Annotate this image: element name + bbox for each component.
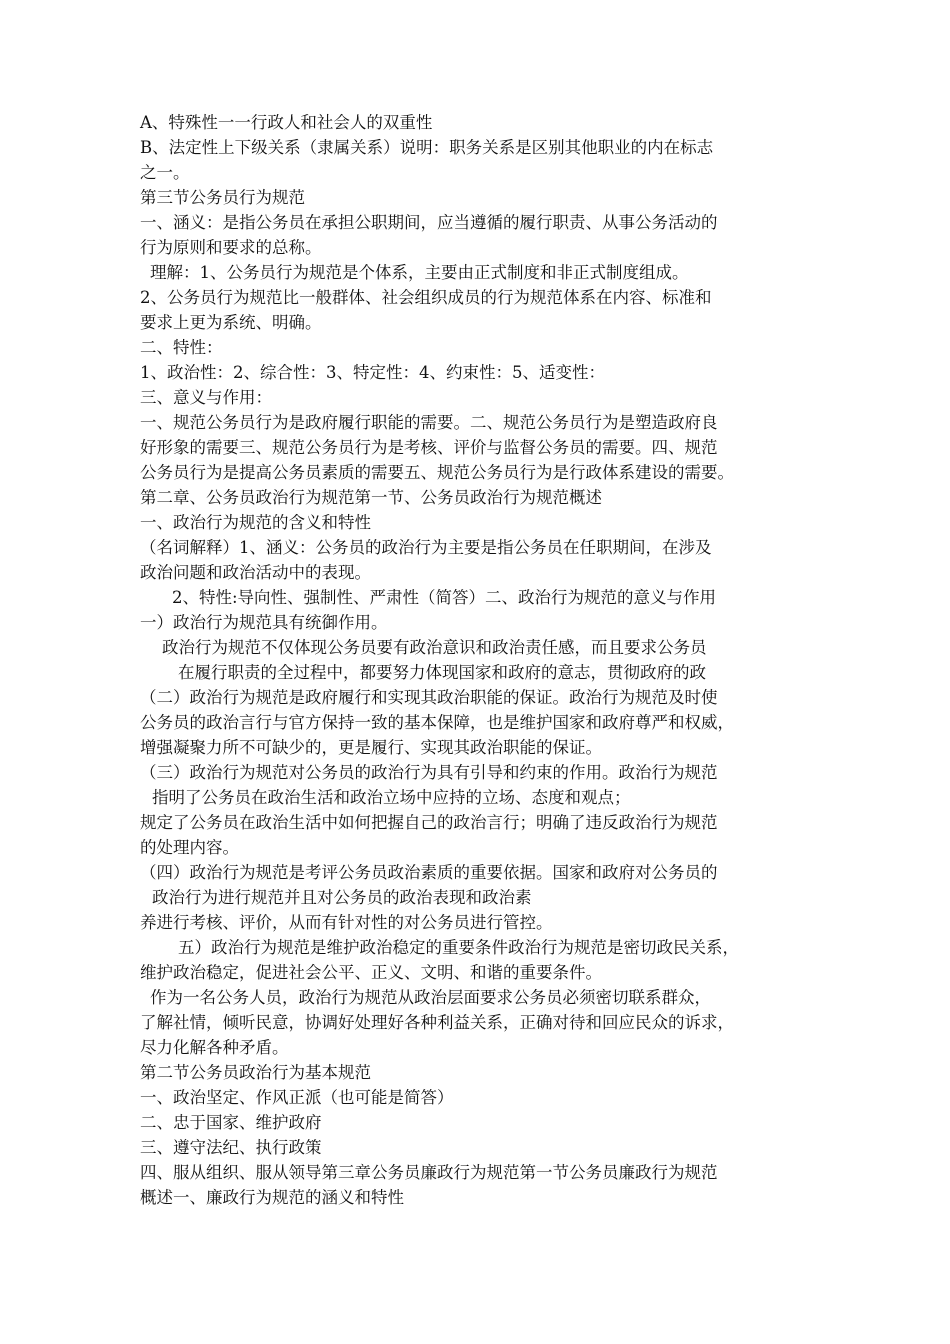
- text-line: 好形象的需要三、规范公务员行为是考核、评价与监督公务员的需要。四、规范: [140, 438, 718, 457]
- text-line: 二、特性：: [140, 338, 223, 357]
- document-body: [0, 110, 950, 1210]
- text-line: 公务员行为是提高公务员素质的需要五、规范公务员行为是行政体系建设的需要。: [140, 463, 734, 482]
- text-line: 三、遵守法纪、执行政策: [140, 1138, 322, 1157]
- text-line: 1、政治性：2、综合性：3、特定性：4、约束性：5、适变性：: [140, 363, 605, 382]
- text-line: 政治行为规范不仅体现公务员要有政治意识和政治责任感，而且要求公务员: [162, 638, 707, 657]
- text-line: 政治行为进行规范并且对公务员的政治表现和政治素: [152, 888, 532, 907]
- text-line: 了解社情，倾听民意，协调好处理好各种利益关系，正确对待和回应民众的诉求，: [140, 1013, 734, 1032]
- text-line: 指明了公务员在政治生活和政治立场中应持的立场、态度和观点；: [152, 788, 631, 807]
- text-line: 养进行考核、评价，从而有针对性的对公务员进行管控。: [140, 913, 553, 932]
- text-line: 规定了公务员在政治生活中如何把握自己的政治言行；明确了违反政治行为规范: [140, 813, 718, 832]
- text-line: 公务员的政治言行与官方保持一致的基本保障，也是维护国家和政府尊严和权威，: [140, 713, 734, 732]
- text-line: （四）政治行为规范是考评公务员政治素质的重要依据。国家和政府对公务员的: [140, 863, 718, 882]
- text-line: （二）政治行为规范是政府履行和实现其政治职能的保证。政治行为规范及时使: [140, 688, 718, 707]
- section-heading: 第三节公务员行为规范: [140, 188, 305, 207]
- text-line: 概述一、廉政行为规范的涵义和特性: [140, 1188, 404, 1207]
- text-line: 的处理内容。: [140, 838, 239, 857]
- text-line: 三、意义与作用：: [140, 388, 272, 407]
- text-line: 一）政治行为规范具有统御作用。: [140, 613, 388, 632]
- text-line: 之一。: [140, 163, 190, 182]
- text-line: 在履行职责的全过程中，都要努力体现国家和政府的意志，贯彻政府的政: [178, 663, 706, 682]
- text-line: 维护政治稳定，促进社会公平、正义、文明、和谐的重要条件。: [140, 963, 602, 982]
- text-line: 一、政治坚定、作风正派（也可能是简答）: [140, 1088, 454, 1107]
- text-line: 2、公务员行为规范比一般群体、社会组织成员的行为规范体系在内容、标准和: [140, 288, 712, 307]
- text-line: B、法定性上下级关系（隶属关系）说明：职务关系是区别其他职业的内在标志: [140, 138, 714, 157]
- text-line: 一、涵义：是指公务员在承担公职期间，应当遵循的履行职责、从事公务活动的: [140, 213, 718, 232]
- text-line: 2、特性:导向性、强制性、严肃性（简答）二、政治行为规范的意义与作用: [172, 588, 717, 607]
- text-line: 理解：1、公务员行为规范是个体系，主要由正式制度和非正式制度组成。: [150, 263, 689, 282]
- text-line: （名词解释）1、涵义：公务员的政治行为主要是指公务员在任职期间，在涉及: [140, 538, 712, 557]
- text-line: 一、规范公务员行为是政府履行职能的需要。二、规范公务员行为是塑造政府良: [140, 413, 718, 432]
- text-line: A、特殊性一一行政人和社会人的双重性: [140, 113, 433, 132]
- text-line: 行为原则和要求的总称。: [140, 238, 322, 257]
- text-line: 作为一名公务人员，政治行为规范从政治层面要求公务员必须密切联系群众，: [150, 988, 711, 1007]
- text-line: 二、忠于国家、维护政府: [140, 1113, 322, 1132]
- text-line: 尽力化解各种矛盾。: [140, 1038, 289, 1057]
- section-heading: 第二节公务员政治行为基本规范: [140, 1063, 371, 1082]
- text-line: 要求上更为系统、明确。: [140, 313, 322, 332]
- text-line: 四、服从组织、服从领导第三章公务员廉政行为规范第一节公务员廉政行为规范: [140, 1163, 718, 1182]
- text-line: 增强凝聚力所不可缺少的，更是履行、实现其政治职能的保证。: [140, 738, 602, 757]
- chapter-heading: 第二章、公务员政治行为规范第一节、公务员政治行为规范概述: [140, 488, 602, 507]
- text-line: （三）政治行为规范对公务员的政治行为具有引导和约束的作用。政治行为规范: [140, 763, 718, 782]
- text-line: 一、政治行为规范的含义和特性: [140, 513, 371, 532]
- text-line: 五）政治行为规范是维护政治稳定的重要条件政治行为规范是密切政民关系，: [178, 938, 739, 957]
- text-line: 政治问题和政治活动中的表现。: [140, 563, 371, 582]
